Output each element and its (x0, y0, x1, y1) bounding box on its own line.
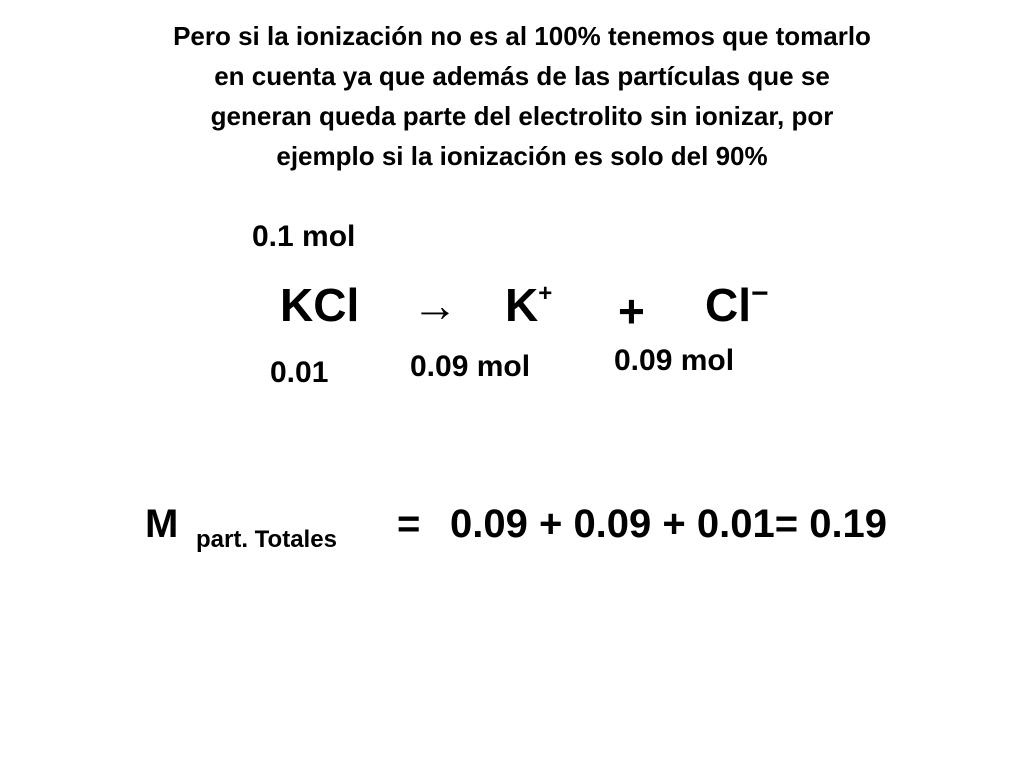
cation-formula (505, 280, 552, 330)
plus-sign: + (618, 285, 645, 337)
anion-formula (705, 276, 769, 331)
reactant-formula: KCl (280, 279, 360, 331)
anion-amount-label: 0.09 mol (614, 344, 735, 377)
cation-amount-label: 0.09 mol (410, 350, 531, 383)
total-equals: = (397, 502, 421, 546)
intro-paragraph (40, 16, 1004, 176)
intro-line-4: ejemplo si la ionización es solo del 90% (276, 141, 768, 171)
cation-charge: + (538, 279, 553, 307)
initial-amount-label: 0.1 mol (252, 220, 356, 253)
total-expression: 0.09 + 0.09 + 0.01= 0.19 (450, 502, 888, 546)
remaining-reactant-label: 0.01 (270, 356, 329, 389)
intro-line-2: en cuenta ya que además de las partículas que se (214, 61, 830, 91)
anion-charge: − (751, 276, 769, 310)
intro-line-3: generan queda parte del electrolito sin ionizar, por (210, 101, 834, 131)
total-symbol: M (145, 502, 179, 546)
anion-symbol: Cl (705, 279, 751, 331)
cation-symbol: K (505, 279, 539, 331)
reaction-arrow-icon: → (412, 279, 458, 331)
intro-line-1: Pero si la ionización no es al 100% tenemos que tomarlo (173, 21, 871, 51)
total-subscript: part. Totales (196, 526, 337, 553)
